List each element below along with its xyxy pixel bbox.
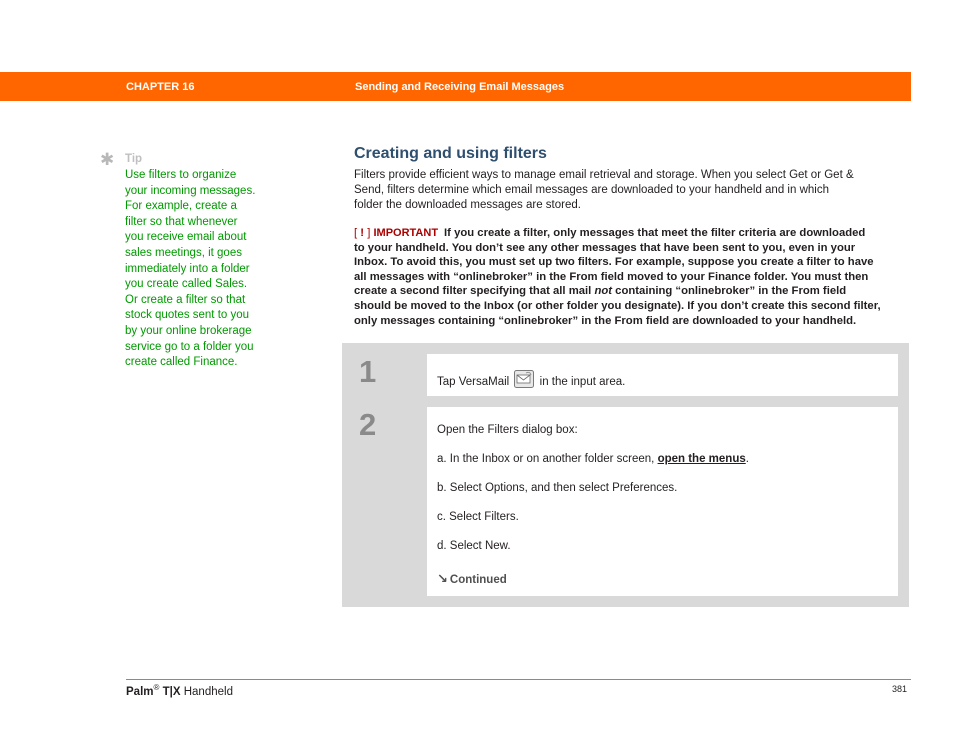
page-number: 381 [892, 684, 908, 694]
steps-panel [342, 343, 909, 607]
footer-divider [126, 679, 911, 680]
important-bracket-close: ] [367, 227, 371, 239]
tip-line: immediately into a folder [125, 262, 250, 275]
footer-product [126, 683, 233, 698]
important-first-line [354, 226, 914, 241]
step-1-number: 1 [359, 354, 377, 389]
important-line: If you create a filter, only messages that meet the filter criteria are downloaded [444, 227, 866, 239]
important-line: Inbox. To avoid this, you must set up two filters. For example, suppose you create a filter to have [354, 256, 874, 269]
tip-line: Use filters to organize [125, 169, 237, 181]
tip-line: stock quotes sent to you [125, 309, 250, 322]
step-1-text-pre: Tap VersaMail [437, 376, 510, 388]
intro-line: folder the downloaded messages are stored. [354, 198, 581, 211]
important-line-5-post: containing “onlinebroker” in the From field [612, 285, 847, 298]
asterisk-icon: ✱ [100, 150, 115, 169]
section-title: Creating and using filters [354, 145, 547, 162]
versamail-icon[interactable] [514, 370, 534, 388]
important-line-5 [354, 284, 914, 299]
tip-line: Or create a filter so that [125, 293, 246, 306]
open-the-menus-link[interactable]: open the menus [657, 453, 746, 465]
important-line: all messages with “onlinebroker” in the From field moved to your Finance folder. You must then [354, 270, 869, 283]
step-2-number: 2 [359, 407, 377, 442]
tip-line: filter so that whenever [125, 215, 238, 228]
step-2-substep-a [437, 453, 749, 465]
continued-indicator [437, 571, 507, 587]
chapter-title: Sending and Receiving Email Messages [355, 81, 565, 93]
tip-line: by your online brokerage [125, 324, 252, 337]
tip-line: your incoming messages. [125, 184, 256, 197]
important-note [354, 226, 914, 328]
tip-line: service go to a folder you [125, 340, 254, 353]
tip-heading: Tip [125, 153, 143, 165]
arrow-down-right-icon: ↘ [437, 571, 448, 586]
important-bracket-open: [ [354, 227, 358, 239]
step-1-content [427, 354, 898, 396]
intro-line: Send, filters determine which email messages are downloaded to your handheld and in which [354, 183, 829, 196]
footer-product-name: Handheld [183, 685, 233, 698]
chapter-number: CHAPTER 16 [126, 81, 195, 93]
tip-line: you create called Sales. [125, 278, 248, 291]
continued-label: Continued [449, 574, 507, 586]
tip-line: create called Finance. [125, 356, 238, 369]
footer-brand: Palm [126, 685, 154, 698]
intro-paragraph [354, 168, 914, 212]
substep-a-text: a. In the Inbox or on another folder screen, [437, 453, 658, 465]
important-line-5-pre: create a second filter specifying that all mail [354, 285, 595, 298]
tip-line: you receive email about [125, 231, 247, 244]
important-exclamation-icon: ! [357, 227, 368, 239]
tip-line: sales meetings, it goes [125, 246, 242, 259]
substep-a-period: . [745, 453, 749, 465]
step-2-substep-d: d. Select New. [437, 540, 511, 552]
important-label: IMPORTANT [373, 227, 439, 239]
step-1-text-post: in the input area. [539, 376, 626, 388]
step-2-intro: Open the Filters dialog box: [437, 424, 578, 436]
important-line: only messages containing “onlinebroker” in the From field are downloaded to your handheld. [354, 314, 857, 327]
footer-registered-mark: ® [153, 683, 160, 692]
step-2-content [427, 407, 898, 596]
tip-line: For example, create a [125, 200, 237, 213]
footer-model: T|X [162, 685, 181, 698]
important-line: should be moved to the Inbox (or other folder you designate). If you don’t create this second filter, [354, 299, 881, 312]
important-line: to your handheld. You don’t see any other messages that have been sent to you, even in your [354, 241, 856, 254]
important-emphasis: not [594, 285, 613, 298]
step-2-substep-c: c. Select Filters. [437, 511, 519, 523]
intro-line: Filters provide efficient ways to manage email retrieval and storage. When you select Get or Get & [354, 169, 854, 181]
step-1-text [437, 370, 625, 388]
tip-body [125, 168, 275, 371]
step-2-substep-b: b. Select Options, and then select Preferences. [437, 482, 678, 494]
